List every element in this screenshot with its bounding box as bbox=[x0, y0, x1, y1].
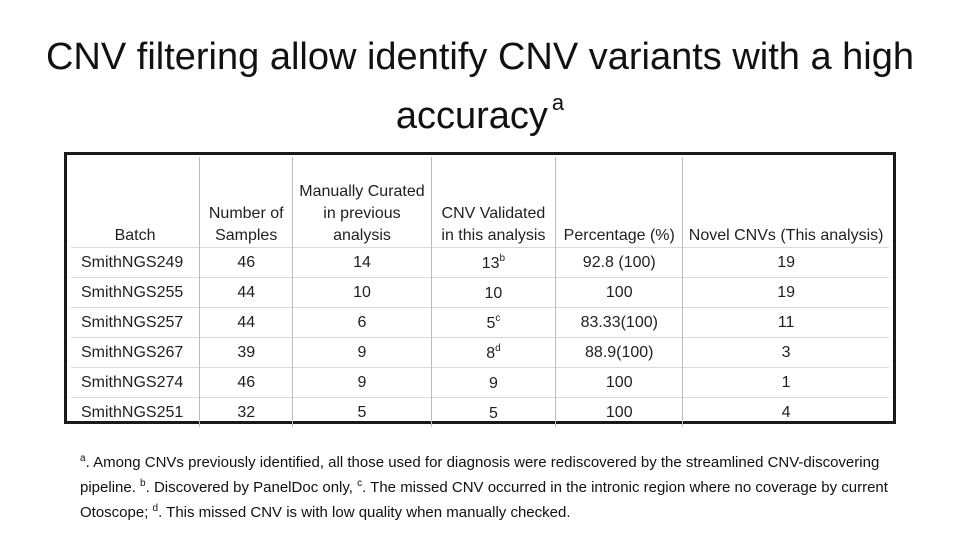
cell-samples: 39 bbox=[200, 338, 293, 368]
header-percentage: Percentage (%) bbox=[556, 157, 683, 248]
cell-validated-value: 5 bbox=[488, 404, 498, 422]
header-batch: Batch bbox=[114, 227, 156, 244]
cell-batch: SmithNGS255 bbox=[71, 278, 200, 308]
header-validated: CNV Validated in this analysis bbox=[431, 157, 556, 248]
table-row bbox=[71, 368, 889, 398]
footnote bbox=[80, 448, 890, 523]
header-novel: Novel CNVs (This analysis) bbox=[683, 157, 889, 248]
footnote-text-a: . Among CNVs previously identified, all those used for diagnosis were rediscovered by the streamlined CNV-discovering pipeline. bbox=[80, 454, 880, 496]
cell-validated bbox=[431, 368, 556, 398]
cell-percentage: 100 bbox=[556, 398, 683, 428]
cell-curated: 9 bbox=[293, 368, 431, 398]
cell-validated-sup: b bbox=[499, 252, 506, 264]
footnote-text-d: . This missed CNV is with low quality when manually checked. bbox=[158, 504, 571, 521]
cell-novel: 11 bbox=[683, 308, 889, 338]
cell-percentage: 92.8 (100) bbox=[556, 248, 683, 278]
cell-validated-value: 13 bbox=[481, 254, 500, 272]
cell-validated bbox=[431, 398, 556, 428]
cell-validated bbox=[431, 338, 556, 368]
cell-validated bbox=[431, 248, 556, 278]
cell-batch: SmithNGS274 bbox=[71, 368, 200, 398]
header-samples: Number of Samples bbox=[200, 157, 293, 248]
table-row bbox=[71, 398, 889, 428]
cell-validated-value: 8 bbox=[486, 344, 496, 362]
cell-percentage: 100 bbox=[556, 278, 683, 308]
cell-validated bbox=[431, 308, 556, 338]
cell-batch: SmithNGS251 bbox=[71, 398, 200, 428]
cell-samples: 44 bbox=[200, 308, 293, 338]
cell-validated bbox=[431, 278, 556, 308]
cell-batch: SmithNGS267 bbox=[71, 338, 200, 368]
header-curated: Manually Curated in previous analysis bbox=[293, 157, 431, 248]
table-header-row bbox=[71, 157, 889, 248]
cell-curated: 14 bbox=[293, 248, 431, 278]
cell-curated: 9 bbox=[293, 338, 431, 368]
cell-curated: 10 bbox=[293, 278, 431, 308]
footnote-marker-c: c bbox=[357, 478, 363, 489]
cell-novel: 1 bbox=[683, 368, 889, 398]
results-table-frame bbox=[64, 152, 896, 424]
cell-samples: 44 bbox=[200, 278, 293, 308]
cell-validated-sup: d bbox=[495, 342, 501, 354]
cell-percentage: 100 bbox=[556, 368, 683, 398]
table-row bbox=[71, 248, 889, 278]
cell-novel: 19 bbox=[683, 248, 889, 278]
cell-percentage: 88.9(100) bbox=[556, 338, 683, 368]
cell-batch: SmithNGS257 bbox=[71, 308, 200, 338]
cell-samples: 46 bbox=[200, 248, 293, 278]
cell-novel: 3 bbox=[683, 338, 889, 368]
page-title bbox=[0, 34, 960, 139]
cell-validated-value: 10 bbox=[484, 284, 503, 302]
table-row bbox=[71, 338, 889, 368]
cell-validated-sup: c bbox=[495, 312, 501, 324]
title-superscript: a bbox=[551, 90, 565, 115]
footnote-marker-a: a bbox=[80, 453, 86, 464]
cell-percentage: 83.33(100) bbox=[556, 308, 683, 338]
footnote-marker-d: d bbox=[152, 503, 159, 514]
cell-validated-value: 5 bbox=[486, 314, 496, 332]
results-table bbox=[71, 157, 889, 427]
cell-samples: 46 bbox=[200, 368, 293, 398]
cell-batch: SmithNGS249 bbox=[71, 248, 200, 278]
footnote-marker-b: b bbox=[140, 478, 146, 489]
table-row bbox=[71, 308, 889, 338]
footnote-text-b: . Discovered by PanelDoc only, bbox=[145, 479, 358, 496]
cell-novel: 4 bbox=[683, 398, 889, 428]
title-text: CNV filtering allow identify CNV variants with a high accuracy bbox=[45, 36, 915, 137]
cell-validated-value: 9 bbox=[488, 374, 498, 392]
cell-curated: 5 bbox=[293, 398, 431, 428]
cell-curated: 6 bbox=[293, 308, 431, 338]
table-row bbox=[71, 278, 889, 308]
footnote-text-c: . The missed CNV occurred in the intronic region where no coverage by current Otoscope; bbox=[80, 479, 888, 521]
cell-novel: 19 bbox=[683, 278, 889, 308]
cell-samples: 32 bbox=[200, 398, 293, 428]
